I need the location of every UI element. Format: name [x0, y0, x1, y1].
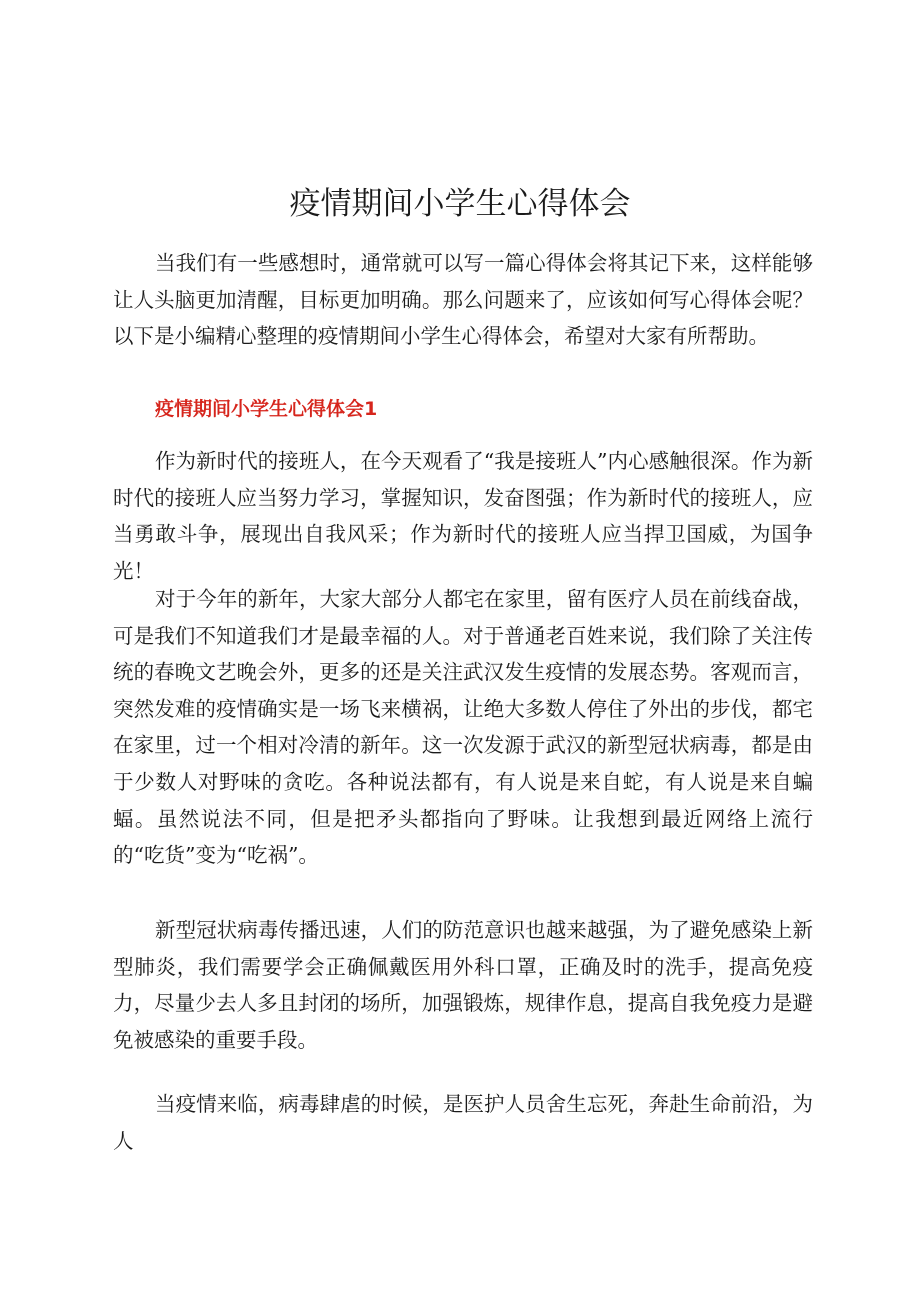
section-heading: 疫情期间小学生心得体会1: [155, 398, 378, 420]
body-paragraph-4: 当疫情来临，病毒肆虐的时候，是医护人员舍生忘死，奔赴生命前沿，为人: [113, 1092, 813, 1153]
body-paragraph-2: 对于今年的新年，大家大部分人都宅在家里，留有医疗人员在前线奋战，可是我们不知道我们才是最幸福的人。对于普通老百姓来说，我们除了关注传统的春晚文艺晚会外，更多的还是关注武汉发生疫情的发展态势。客观而言，突然发难的疫情确实是一场飞来横祸，让绝大多数人停住了外出的步伐，都宅在家里，过一个相对冷清的新年。这一次发源于武汉的新型冠状病毒，都是由于少数人对野味的贪吃。各种说法都有，有人说是来自蛇，有人说是来自蝙蝠。虽然说法不同，但是把矛头都指向了野味。让我想到最近网络上流行的“吃货”变为“吃祸”。: [113, 587, 813, 868]
document-title: 疫情期间小学生心得体会: [289, 186, 631, 222]
intro-paragraph: 当我们有一些感想时，通常就可以写一篇心得体会将其记下来，这样能够让人头脑更加清醒，目标更加明确。那么问题来了，应该如何写心得体会呢？以下是小编精心整理的疫情期间小学生心得体会，希望对大家有所帮助。: [113, 251, 813, 349]
body-paragraph-1: 作为新时代的接班人，在今天观看了“我是接班人”内心感触很深。作为新时代的接班人应当努力学习，掌握知识，发奋图强；作为新时代的接班人，应当勇敢斗争，展现出自我风采；作为新时代的接班人应当捍卫国威，为国争光！: [113, 449, 813, 583]
body-paragraph-3: 新型冠状病毒传播迅速，人们的防范意识也越来越强，为了避免感染上新型肺炎，我们需要学会正确佩戴医用外科口罩，正确及时的洗手，提高免疫力，尽量少去人多且封闭的场所，加强锻炼，规律作息，提高自我免疫力是避免被感染的重要手段。: [113, 918, 813, 1052]
